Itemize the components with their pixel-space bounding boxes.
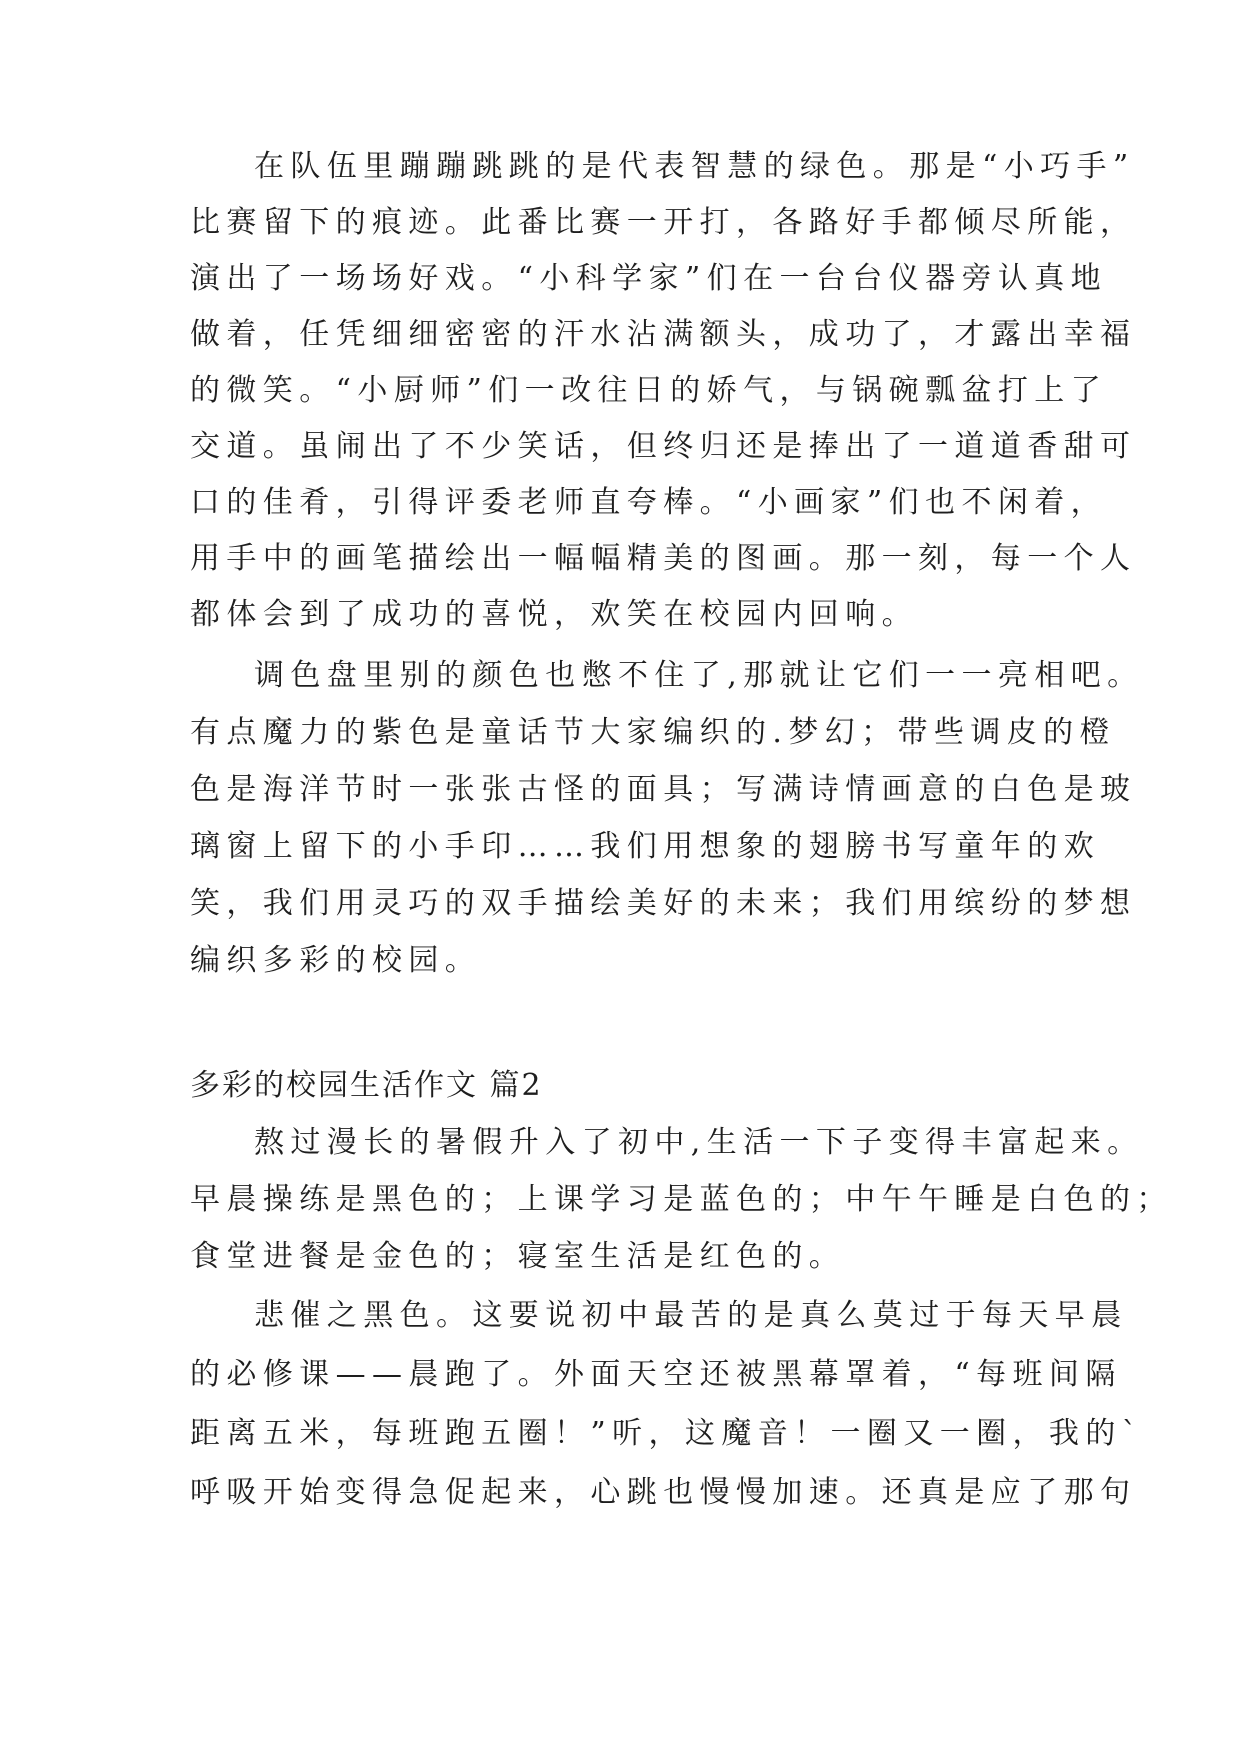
text-line: 熬过漫长的暑假升入了初中,生活一下子变得丰富起来。 — [254, 1125, 1144, 1160]
text-line: 有点魔力的紫色是童话节大家编织的.梦幻；带些调皮的橙 — [190, 715, 1116, 750]
text-line: 在队伍里蹦蹦跳跳的是代表智慧的绿色。那是“小巧手” — [254, 149, 1135, 184]
text-line: 早晨操练是黑色的；上课学习是蓝色的；中午午睡是白色的； — [190, 1182, 1173, 1217]
text-line: 做着，任凭细细密密的汗水沾满额头，成功了，才露出幸福 — [190, 317, 1137, 352]
text-line: 的必修课——晨跑了。外面天空还被黑幕罩着，“每班间隔 — [190, 1357, 1122, 1392]
text-line: 食堂进餐是金色的；寝室生活是红色的。 — [190, 1239, 846, 1274]
text-line: 交道。虽闹出了不少笑话，但终归还是捧出了一道道香甜可 — [190, 429, 1137, 464]
text-line: 口的佳肴，引得评委老师直夸棒。“小画家”们也不闲着， — [190, 485, 1108, 520]
section-heading: 多彩的校园生活作文 篇2 — [190, 1068, 543, 1103]
text-line: 用手中的画笔描绘出一幅幅精美的图画。那一刻，每一个人 — [190, 541, 1137, 576]
text-line: 璃窗上留下的小手印……我们用想象的翅膀书写童年的欢 — [190, 829, 1100, 864]
text-line: 悲催之黑色。这要说初中最苦的是真么莫过于每天早晨 — [254, 1298, 1128, 1333]
text-line: 比赛留下的痕迹。此番比赛一开打，各路好手都倾尽所能， — [190, 205, 1137, 240]
text-line: 演出了一场场好戏。“小科学家”们在一台台仪器旁认真地 — [190, 261, 1108, 296]
text-line: 的微笑。“小厨师”们一改往日的娇气，与锅碗瓢盆打上了 — [190, 373, 1108, 408]
text-line: 调色盘里别的颜色也憋不住了,那就让它们一一亮相吧。 — [254, 658, 1144, 693]
text-line: 都体会到了成功的喜悦，欢笑在校园内回响。 — [190, 597, 918, 632]
text-line: 距离五米，每班跑五圈！”听，这魔音！一圈又一圈，我的` — [190, 1416, 1144, 1451]
text-line: 笑，我们用灵巧的双手描绘美好的未来；我们用缤纷的梦想 — [190, 886, 1137, 921]
text-line: 色是海洋节时一张张古怪的面具；写满诗情画意的白色是玻 — [190, 772, 1137, 807]
text-line: 编织多彩的校园。 — [190, 943, 482, 978]
text-line: 呼吸开始变得急促起来，心跳也慢慢加速。还真是应了那句 — [190, 1475, 1137, 1510]
